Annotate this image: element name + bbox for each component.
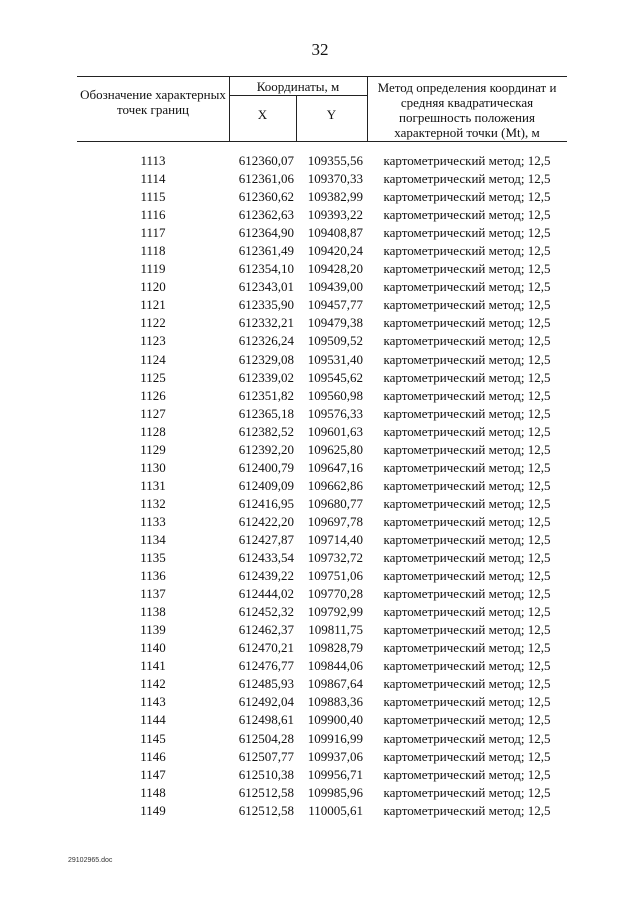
point-number: 1144: [140, 712, 166, 728]
coord-x: 612416,95: [238, 495, 294, 511]
coord-x: 612360,62: [238, 189, 294, 205]
coord-y: 109883,36: [307, 694, 363, 710]
point-number: 1136: [140, 568, 166, 584]
coord-x: 612400,79: [238, 459, 294, 475]
method-cell: картометрический метод; 12,5: [383, 658, 551, 674]
method-cell: картометрический метод; 12,5: [383, 261, 551, 277]
coord-x: 612382,52: [238, 423, 294, 439]
method-cell: картометрический метод; 12,5: [383, 279, 551, 295]
method-cell: картометрический метод; 12,5: [383, 225, 551, 241]
coord-x: 612329,08: [238, 351, 294, 367]
table-row: [77, 441, 567, 459]
method-cell: картометрический метод; 12,5: [383, 712, 551, 728]
coord-x: 612439,22: [238, 568, 294, 584]
coord-y: 109867,64: [307, 676, 363, 692]
method-cell: картометрический метод; 12,5: [383, 676, 551, 692]
method-cell: картометрический метод; 12,5: [383, 297, 551, 313]
coord-y: 109751,06: [307, 568, 363, 584]
coord-y: 109382,99: [307, 189, 363, 205]
coord-y: 109393,22: [307, 207, 363, 223]
point-number: 1143: [140, 694, 166, 710]
point-number: 1126: [140, 387, 166, 403]
point-number: 1124: [140, 351, 166, 367]
coord-y: 109531,40: [307, 351, 363, 367]
table-row: [77, 423, 567, 441]
coord-x: 612392,20: [238, 441, 294, 457]
table-row: [77, 314, 567, 332]
method-cell: картометрический метод; 12,5: [383, 730, 551, 746]
coord-x: 612362,63: [238, 207, 294, 223]
coord-x: 612365,18: [238, 405, 294, 421]
coord-x: 612462,37: [238, 622, 294, 638]
coord-y: 109647,16: [307, 459, 363, 475]
header-x: X: [257, 107, 268, 122]
coord-x: 612422,20: [238, 513, 294, 529]
method-cell: картометрический метод; 12,5: [383, 387, 551, 403]
table-row: [77, 657, 567, 675]
method-cell: картометрический метод; 12,5: [383, 171, 551, 187]
table-row: [77, 224, 567, 242]
coord-x: 612452,32: [238, 604, 294, 620]
point-number: 1114: [140, 171, 166, 187]
coord-y: 109697,78: [307, 513, 363, 529]
point-number: 1132: [140, 495, 166, 511]
coord-x: 612433,54: [238, 550, 294, 566]
method-cell: картометрический метод; 12,5: [383, 694, 551, 710]
method-cell: картометрический метод; 12,5: [383, 477, 551, 493]
table-row: [77, 332, 567, 350]
table-row: [77, 188, 567, 206]
coord-y: 109770,28: [307, 586, 363, 602]
method-cell: картометрический метод; 12,5: [383, 586, 551, 602]
coord-y: 109560,98: [307, 387, 363, 403]
point-number: 1147: [140, 766, 166, 782]
point-number: 1123: [140, 333, 166, 349]
coord-y: 109509,52: [307, 333, 363, 349]
table-row: [77, 549, 567, 567]
coord-x: 612510,38: [238, 766, 294, 782]
coord-x: 612512,58: [238, 802, 294, 818]
coord-x: 612361,06: [238, 171, 294, 187]
method-cell: картометрический метод; 12,5: [383, 369, 551, 385]
table-row: [77, 585, 567, 603]
table-row: [77, 278, 567, 296]
page-number: 32: [311, 40, 329, 59]
coord-x: 612427,87: [238, 531, 294, 547]
method-cell: картометрический метод; 12,5: [383, 550, 551, 566]
table-row: [77, 675, 567, 693]
coord-y: 109985,96: [307, 784, 363, 800]
table-row: [77, 603, 567, 621]
point-number: 1128: [140, 423, 166, 439]
coord-y: 109811,75: [308, 622, 363, 638]
point-number: 1129: [140, 441, 166, 457]
coord-x: 612476,77: [238, 658, 294, 674]
coord-y: 109792,99: [307, 604, 363, 620]
header-divider: [229, 95, 367, 96]
coord-x: 612470,21: [238, 640, 294, 656]
point-number: 1131: [140, 477, 166, 493]
table-row: [77, 369, 567, 387]
point-number: 1142: [140, 676, 166, 692]
table-row: [77, 531, 567, 549]
point-number: 1130: [140, 459, 166, 475]
method-cell: картометрический метод; 12,5: [383, 243, 551, 259]
table-row: [77, 513, 567, 531]
coord-x: 612332,21: [238, 315, 294, 331]
table-row: [77, 477, 567, 495]
method-cell: картометрический метод; 12,5: [383, 784, 551, 800]
coord-x: 612360,07: [238, 153, 294, 168]
coord-x: 612354,10: [238, 261, 294, 277]
table-row: [77, 242, 567, 260]
coord-y: 109420,24: [307, 243, 363, 259]
method-cell: картометрический метод; 12,5: [383, 748, 551, 764]
coord-x: 612364,90: [238, 225, 294, 241]
method-cell: картометрический метод; 12,5: [383, 766, 551, 782]
coord-x: 612512,58: [238, 784, 294, 800]
method-cell: картометрический метод; 12,5: [383, 405, 551, 421]
point-number: 1116: [140, 207, 166, 223]
coord-y: 109916,99: [307, 730, 363, 746]
table-row: [77, 405, 567, 423]
coord-x: 612339,02: [238, 369, 294, 385]
point-number: 1133: [140, 513, 166, 529]
table-row: [77, 766, 567, 784]
coord-x: 612492,04: [238, 694, 294, 710]
point-number: 1135: [140, 550, 166, 566]
coord-y: 109439,00: [307, 279, 363, 295]
table-header: [77, 76, 567, 142]
header-y: Y: [326, 107, 337, 122]
point-number: 1120: [140, 279, 166, 295]
point-number: 1117: [140, 225, 166, 241]
table-row: [77, 351, 567, 369]
method-cell: картометрический метод; 12,5: [383, 189, 551, 205]
coord-x: 612351,82: [238, 387, 294, 403]
coord-y: 109601,63: [307, 423, 363, 439]
header-points: Обозначение характерных точек границ: [80, 87, 226, 117]
coord-y: 109625,80: [307, 441, 363, 457]
coord-x: 612504,28: [238, 730, 294, 746]
coord-x: 612343,01: [238, 279, 294, 295]
coord-y: 109732,72: [307, 550, 363, 566]
table-row: [77, 459, 567, 477]
table-row: [77, 260, 567, 278]
point-number: 1137: [140, 586, 166, 602]
method-cell: картометрический метод; 12,5: [383, 531, 551, 547]
header-coordinates: Координаты, м: [256, 79, 340, 94]
method-cell: картометрический метод; 12,5: [383, 622, 551, 638]
coord-x: 612485,93: [238, 676, 294, 692]
table-body: [77, 152, 567, 820]
table-row: [77, 621, 567, 639]
point-number: 1141: [140, 658, 166, 674]
table-row: [77, 387, 567, 405]
table-row: [77, 711, 567, 729]
method-cell: картометрический метод; 12,5: [383, 604, 551, 620]
coord-x: 612507,77: [238, 748, 294, 764]
point-number: 1149: [140, 802, 166, 818]
table-row: [77, 495, 567, 513]
point-number: 1113: [140, 153, 166, 168]
coord-x: 612409,09: [238, 477, 294, 493]
table-row: [77, 152, 567, 170]
point-number: 1140: [140, 640, 166, 656]
coord-y: 109680,77: [307, 495, 363, 511]
point-number: 1148: [140, 784, 166, 800]
document-id: 29102965.doc: [68, 857, 113, 864]
coord-y: 109355,56: [307, 153, 363, 168]
coord-y: 109370,33: [307, 171, 363, 187]
coord-x: 612326,24: [238, 333, 294, 349]
coord-y: 109844,06: [307, 658, 363, 674]
coord-y: 109714,40: [307, 531, 363, 547]
method-cell: картометрический метод; 12,5: [383, 495, 551, 511]
method-cell: картометрический метод; 12,5: [383, 333, 551, 349]
point-number: 1138: [140, 604, 166, 620]
table-row: [77, 296, 567, 314]
table-row: [77, 748, 567, 766]
coord-y: 109428,20: [307, 261, 363, 277]
point-number: 1139: [140, 622, 166, 638]
method-cell: картометрический метод; 12,5: [383, 315, 551, 331]
table-row: [77, 802, 567, 820]
coord-y: 110005,61: [308, 802, 363, 818]
point-number: 1122: [140, 315, 166, 331]
coord-x: 612498,61: [238, 712, 294, 728]
method-cell: картометрический метод; 12,5: [383, 802, 551, 818]
point-number: 1127: [140, 405, 166, 421]
coord-y: 109662,86: [307, 477, 363, 493]
method-cell: картометрический метод; 12,5: [383, 207, 551, 223]
method-cell: картометрический метод; 12,5: [383, 513, 551, 529]
coord-y: 109900,40: [307, 712, 363, 728]
point-number: 1115: [140, 189, 166, 205]
point-number: 1146: [140, 748, 166, 764]
coord-y: 109828,79: [307, 640, 363, 656]
point-number: 1134: [140, 531, 166, 547]
coord-x: 612335,90: [238, 297, 294, 313]
method-cell: картометрический метод; 12,5: [383, 153, 551, 168]
method-cell: картометрический метод; 12,5: [383, 423, 551, 439]
point-number: 1119: [140, 261, 166, 277]
coord-x: 612361,49: [238, 243, 294, 259]
method-cell: картометрический метод; 12,5: [383, 441, 551, 457]
coord-y: 109479,38: [307, 315, 363, 331]
table-row: [77, 730, 567, 748]
coord-y: 109956,71: [307, 766, 363, 782]
header-method: Метод определения координат и средняя квадратическая погрешность положения характерной точки (Mt), м: [377, 80, 557, 140]
point-number: 1118: [140, 243, 166, 259]
coord-x: 612444,02: [238, 586, 294, 602]
table-row: [77, 693, 567, 711]
coord-y: 109408,87: [307, 225, 363, 241]
point-number: 1121: [140, 297, 166, 313]
table-row: [77, 206, 567, 224]
method-cell: картометрический метод; 12,5: [383, 568, 551, 584]
method-cell: картометрический метод; 12,5: [383, 351, 551, 367]
point-number: 1145: [140, 730, 166, 746]
table-row: [77, 784, 567, 802]
coord-y: 109457,77: [307, 297, 363, 313]
method-cell: картометрический метод; 12,5: [383, 459, 551, 475]
table-row: [77, 170, 567, 188]
method-cell: картометрический метод; 12,5: [383, 640, 551, 656]
coord-y: 109576,33: [307, 405, 363, 421]
coord-y: 109545,62: [307, 369, 363, 385]
coord-y: 109937,06: [307, 748, 363, 764]
point-number: 1125: [140, 369, 166, 385]
table-row: [77, 639, 567, 657]
table-row: [77, 567, 567, 585]
